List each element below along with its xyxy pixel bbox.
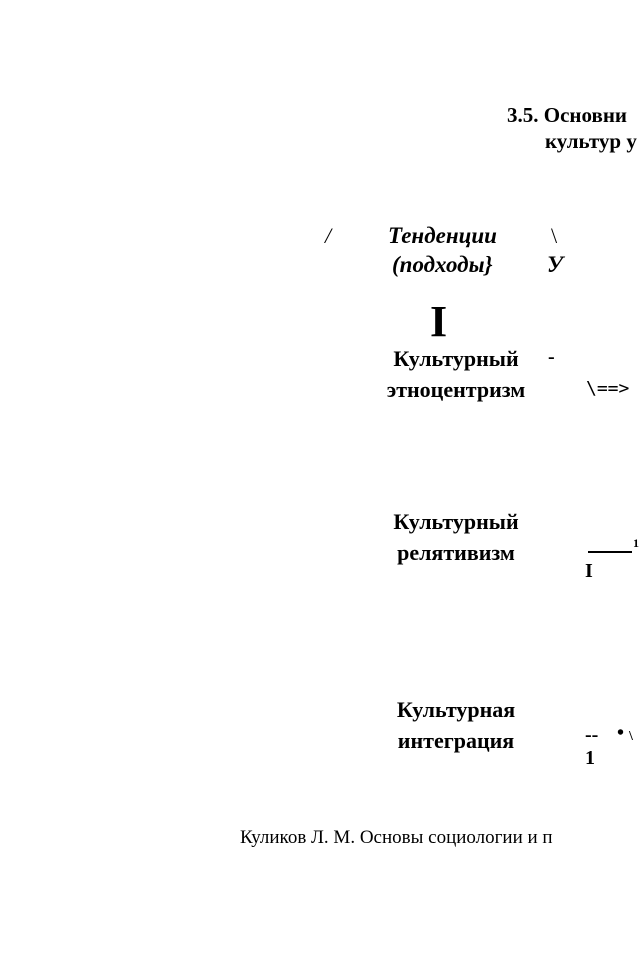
backslash-mark-right: \: [551, 223, 558, 248]
connector-dash-fragment: --: [585, 724, 599, 746]
connector-line: [588, 551, 632, 553]
approach-term-line2: интеграция: [397, 728, 515, 753]
connector-below-fragment: 1: [585, 747, 595, 769]
u-mark: У: [547, 252, 564, 277]
section-heading-line2: культур у: [545, 129, 637, 153]
connector-tail-fragment: \: [629, 729, 633, 744]
approach-term-line2: релятивизм: [397, 540, 515, 565]
roman-numeral-marker: I: [430, 297, 448, 346]
approach-term-line2: этноцентризм: [386, 377, 526, 402]
connector-bullet-fragment: •: [617, 722, 625, 744]
arrow-fragment: \==>: [586, 378, 630, 399]
section-heading-line1: 3.5. Основни: [507, 103, 628, 127]
approaches-subheading: (подходы}: [392, 252, 493, 277]
tendencies-heading: Тенденции: [388, 223, 497, 248]
dash-mark: -: [548, 346, 555, 368]
connector-below-fragment: I: [585, 560, 593, 582]
slash-mark-left: /: [325, 223, 332, 248]
approach-term-line1: Культурная: [396, 697, 516, 722]
approach-term-line1: Культурный: [393, 509, 519, 534]
approach-term-line1: Культурный: [393, 346, 519, 371]
connector-sup-fragment: 1: [633, 536, 639, 550]
source-citation: Куликов Л. М. Основы социологии и п: [240, 827, 553, 848]
